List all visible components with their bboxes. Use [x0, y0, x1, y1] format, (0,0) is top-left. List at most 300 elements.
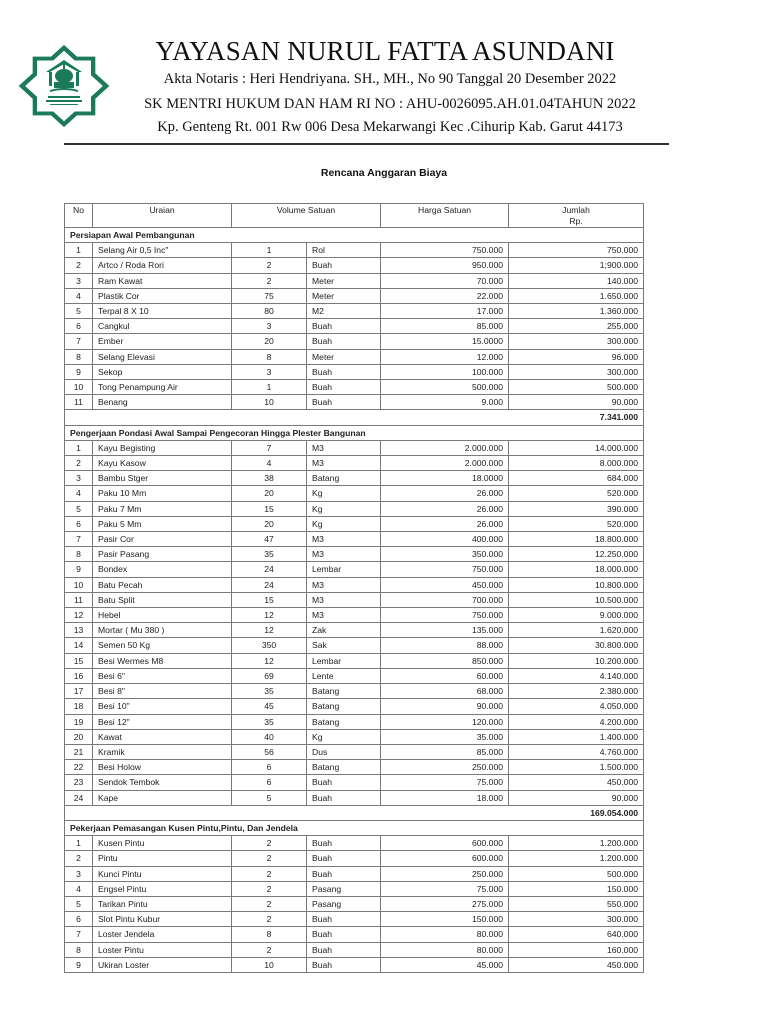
- cell-volume: 15: [232, 501, 307, 516]
- cell-satuan: Pasang: [307, 896, 381, 911]
- cell-satuan: M3: [307, 456, 381, 471]
- cell-satuan: Buah: [307, 395, 381, 410]
- cell-harga-satuan: 2.000.000: [381, 440, 509, 455]
- table-row: [65, 592, 644, 607]
- table-row: [65, 532, 644, 547]
- cell-uraian: Bondex: [93, 562, 232, 577]
- cell-uraian: Paku 7 Mm: [93, 501, 232, 516]
- table-row: [65, 471, 644, 486]
- cell-no: 3: [65, 866, 93, 881]
- cell-jumlah: 520.000: [509, 486, 644, 501]
- cell-harga-satuan: 26.000: [381, 486, 509, 501]
- table-row: [65, 866, 644, 881]
- cell-volume: 1: [232, 243, 307, 258]
- cell-volume: 2: [232, 836, 307, 851]
- document-title: Rencana Anggaran Biaya: [320, 167, 448, 179]
- cell-jumlah: 550.000: [509, 896, 644, 911]
- cell-harga-satuan: 450.000: [381, 577, 509, 592]
- cell-uraian: Loster Pintu: [93, 942, 232, 957]
- cell-harga-satuan: 100.000: [381, 364, 509, 379]
- cell-no: 22: [65, 760, 93, 775]
- cell-jumlah: 300.000: [509, 364, 644, 379]
- cell-harga-satuan: 250.000: [381, 760, 509, 775]
- cell-satuan: Buah: [307, 851, 381, 866]
- cell-no: 9: [65, 562, 93, 577]
- cell-volume: 12: [232, 653, 307, 668]
- cell-no: 10: [65, 577, 93, 592]
- cell-uraian: Benang: [93, 395, 232, 410]
- cell-jumlah: 10.800.000: [509, 577, 644, 592]
- section-header-row: [65, 425, 644, 440]
- cell-volume: 2: [232, 942, 307, 957]
- cell-jumlah: 12.250.000: [509, 547, 644, 562]
- cell-satuan: Rol: [307, 243, 381, 258]
- cell-harga-satuan: 700.000: [381, 592, 509, 607]
- cell-uraian: Bambu Stger: [93, 471, 232, 486]
- cell-uraian: Besi 8": [93, 684, 232, 699]
- cell-uraian: Kramik: [93, 744, 232, 759]
- cell-harga-satuan: 750.000: [381, 243, 509, 258]
- cell-no: 1: [65, 836, 93, 851]
- cell-jumlah: 4.050.000: [509, 699, 644, 714]
- cell-jumlah: 450.000: [509, 957, 644, 972]
- cell-uraian: Kunci Pintu: [93, 866, 232, 881]
- table-row: [65, 668, 644, 683]
- cell-volume: 1: [232, 380, 307, 395]
- table-body: [65, 228, 644, 973]
- table-row: [65, 942, 644, 957]
- table-row: [65, 319, 644, 334]
- cell-no: 11: [65, 592, 93, 607]
- cell-volume: 20: [232, 516, 307, 531]
- cell-satuan: Buah: [307, 912, 381, 927]
- cell-uraian: Tong Penampung Air: [93, 380, 232, 395]
- table-row: [65, 912, 644, 927]
- cell-uraian: Hebel: [93, 608, 232, 623]
- cell-satuan: Buah: [307, 836, 381, 851]
- cell-satuan: Batang: [307, 714, 381, 729]
- cell-uraian: Besi 10": [93, 699, 232, 714]
- cell-harga-satuan: 68.000: [381, 684, 509, 699]
- table-row: [65, 714, 644, 729]
- cell-harga-satuan: 400.000: [381, 532, 509, 547]
- table-row: [65, 623, 644, 638]
- table-row: [65, 547, 644, 562]
- cell-no: 5: [65, 896, 93, 911]
- cell-volume: 5: [232, 790, 307, 805]
- cell-jumlah: 10.200.000: [509, 653, 644, 668]
- cell-no: 3: [65, 273, 93, 288]
- cell-no: 13: [65, 623, 93, 638]
- cell-jumlah: 18.800.000: [509, 532, 644, 547]
- cell-no: 7: [65, 532, 93, 547]
- cell-no: 4: [65, 486, 93, 501]
- cell-no: 15: [65, 653, 93, 668]
- letterhead-divider: [64, 143, 669, 145]
- cell-jumlah: 300.000: [509, 912, 644, 927]
- cell-volume: 69: [232, 668, 307, 683]
- cell-volume: 12: [232, 608, 307, 623]
- cell-uraian: Ram Kawat: [93, 273, 232, 288]
- cell-jumlah: 4.140.000: [509, 668, 644, 683]
- cell-satuan: M3: [307, 532, 381, 547]
- cell-satuan: Meter: [307, 349, 381, 364]
- table-row: [65, 395, 644, 410]
- cell-jumlah: 750.000: [509, 243, 644, 258]
- cell-volume: 20: [232, 486, 307, 501]
- table-row: [65, 577, 644, 592]
- cell-harga-satuan: 17.000: [381, 304, 509, 319]
- cell-jumlah: 450.000: [509, 775, 644, 790]
- cell-volume: 7: [232, 440, 307, 455]
- cell-satuan: M3: [307, 547, 381, 562]
- cell-volume: 6: [232, 760, 307, 775]
- table-row: [65, 440, 644, 455]
- cell-jumlah: 14.000.000: [509, 440, 644, 455]
- cell-harga-satuan: 80.000: [381, 942, 509, 957]
- cell-jumlah: 8.000.000: [509, 456, 644, 471]
- cell-satuan: Kg: [307, 729, 381, 744]
- cell-jumlah: 150.000: [509, 881, 644, 896]
- cell-uraian: Semen 50 Kg: [93, 638, 232, 653]
- jumlah-unit: Rp.: [569, 216, 583, 226]
- cell-volume: 350: [232, 638, 307, 653]
- cell-jumlah: 9.000.000: [509, 608, 644, 623]
- cell-uraian: Sekop: [93, 364, 232, 379]
- cell-jumlah: 1.400.000: [509, 729, 644, 744]
- cell-volume: 2: [232, 851, 307, 866]
- cell-jumlah: 255.000: [509, 319, 644, 334]
- cell-harga-satuan: 250.000: [381, 866, 509, 881]
- cell-harga-satuan: 88.000: [381, 638, 509, 653]
- cell-volume: 10: [232, 957, 307, 972]
- cell-satuan: Buah: [307, 927, 381, 942]
- table-row: [65, 638, 644, 653]
- cell-satuan: Buah: [307, 957, 381, 972]
- organization-name: YAYASAN NURUL FATTA ASUNDANI: [155, 36, 615, 66]
- cell-no: 21: [65, 744, 93, 759]
- table-row: [65, 304, 644, 319]
- cell-jumlah: 1.620.000: [509, 623, 644, 638]
- cell-harga-satuan: 12.000: [381, 349, 509, 364]
- cell-uraian: Artco / Roda Rori: [93, 258, 232, 273]
- cell-uraian: Paku 5 Mm: [93, 516, 232, 531]
- cell-no: 8: [65, 349, 93, 364]
- cell-harga-satuan: 600.000: [381, 836, 509, 851]
- cell-volume: 10: [232, 395, 307, 410]
- cell-no: 1: [65, 440, 93, 455]
- cell-satuan: Buah: [307, 319, 381, 334]
- cell-harga-satuan: 26.000: [381, 501, 509, 516]
- cell-uraian: Mortar ( Mu 380 ): [93, 623, 232, 638]
- table-row: [65, 881, 644, 896]
- section-title: Pengerjaan Pondasi Awal Sampai Pengecoran Hingga Plester Bangunan: [65, 425, 644, 440]
- table-row: [65, 456, 644, 471]
- cell-harga-satuan: 950.000: [381, 258, 509, 273]
- cell-no: 12: [65, 608, 93, 623]
- cell-uraian: Plastik Cor: [93, 288, 232, 303]
- cell-volume: 35: [232, 547, 307, 562]
- table-row: [65, 243, 644, 258]
- cell-no: 24: [65, 790, 93, 805]
- table-row: [65, 334, 644, 349]
- cell-harga-satuan: 90.000: [381, 699, 509, 714]
- cell-satuan: Kg: [307, 486, 381, 501]
- cell-harga-satuan: 60.000: [381, 668, 509, 683]
- cell-no: 9: [65, 957, 93, 972]
- table-row: [65, 349, 644, 364]
- cell-harga-satuan: 275.000: [381, 896, 509, 911]
- cell-no: 2: [65, 258, 93, 273]
- cell-satuan: Buah: [307, 334, 381, 349]
- cell-no: 5: [65, 501, 93, 516]
- cell-volume: 80: [232, 304, 307, 319]
- column-header-uraian: Uraian: [93, 204, 232, 228]
- cell-no: 11: [65, 395, 93, 410]
- cell-jumlah: 4.200.000: [509, 714, 644, 729]
- table-row: [65, 744, 644, 759]
- cell-harga-satuan: 15.0000: [381, 334, 509, 349]
- cell-volume: 56: [232, 744, 307, 759]
- cell-satuan: Dus: [307, 744, 381, 759]
- cell-jumlah: 300.000: [509, 334, 644, 349]
- table-row: [65, 516, 644, 531]
- cell-volume: 2: [232, 866, 307, 881]
- cell-jumlah: 684.000: [509, 471, 644, 486]
- cell-uraian: Pintu: [93, 851, 232, 866]
- cell-no: 19: [65, 714, 93, 729]
- cell-volume: 8: [232, 349, 307, 364]
- table-row: [65, 896, 644, 911]
- cell-harga-satuan: 18.000: [381, 790, 509, 805]
- cell-jumlah: 500.000: [509, 866, 644, 881]
- cell-satuan: Batang: [307, 471, 381, 486]
- cell-uraian: Ukiran Loster: [93, 957, 232, 972]
- cell-volume: 2: [232, 273, 307, 288]
- cell-volume: 15: [232, 592, 307, 607]
- cell-volume: 24: [232, 577, 307, 592]
- cell-volume: 2: [232, 881, 307, 896]
- cell-jumlah: 1.650.000: [509, 288, 644, 303]
- subtotal-value: 7.341.000: [65, 410, 644, 425]
- cell-no: 2: [65, 456, 93, 471]
- cell-harga-satuan: 85.000: [381, 744, 509, 759]
- table-row: [65, 380, 644, 395]
- cell-no: 4: [65, 881, 93, 896]
- cell-satuan: Pasang: [307, 881, 381, 896]
- cell-satuan: Buah: [307, 364, 381, 379]
- table-row: [65, 653, 644, 668]
- table-row: [65, 684, 644, 699]
- cell-satuan: Lente: [307, 668, 381, 683]
- cell-volume: 35: [232, 714, 307, 729]
- cell-volume: 8: [232, 927, 307, 942]
- cell-jumlah: 500.000: [509, 380, 644, 395]
- cell-uraian: Sendok Tembok: [93, 775, 232, 790]
- cell-satuan: Buah: [307, 790, 381, 805]
- cell-no: 20: [65, 729, 93, 744]
- cell-uraian: Pasir Pasang: [93, 547, 232, 562]
- cell-harga-satuan: 600.000: [381, 851, 509, 866]
- cell-jumlah: 1;900.000: [509, 258, 644, 273]
- cell-harga-satuan: 2.000.000: [381, 456, 509, 471]
- cell-volume: 3: [232, 364, 307, 379]
- cell-uraian: Kusen Pintu: [93, 836, 232, 851]
- cell-jumlah: 4.760.000: [509, 744, 644, 759]
- cell-volume: 3: [232, 319, 307, 334]
- cell-satuan: Buah: [307, 942, 381, 957]
- cell-harga-satuan: 9.000: [381, 395, 509, 410]
- cell-harga-satuan: 75.000: [381, 881, 509, 896]
- cell-harga-satuan: 500.000: [381, 380, 509, 395]
- table-row: [65, 760, 644, 775]
- cell-jumlah: 18.000.000: [509, 562, 644, 577]
- cell-uraian: Pasir Cor: [93, 532, 232, 547]
- cell-harga-satuan: 22.000: [381, 288, 509, 303]
- cell-satuan: M3: [307, 577, 381, 592]
- cell-no: 7: [65, 927, 93, 942]
- cell-satuan: Kg: [307, 501, 381, 516]
- table-row: [65, 927, 644, 942]
- cell-no: 23: [65, 775, 93, 790]
- section-title: Pekerjaan Pemasangan Kusen Pintu,Pintu, Dan Jendela: [65, 820, 644, 835]
- cell-harga-satuan: 750.000: [381, 608, 509, 623]
- notary-deed-line: Akta Notaris : Heri Hendriyana. SH., MH., No 90 Tanggal 20 Desember 2022: [163, 71, 617, 87]
- cell-volume: 4: [232, 456, 307, 471]
- cell-harga-satuan: 26.000: [381, 516, 509, 531]
- cell-satuan: Lembar: [307, 562, 381, 577]
- cell-harga-satuan: 350.000: [381, 547, 509, 562]
- cell-jumlah: 1.200.000: [509, 836, 644, 851]
- column-header-no: No: [65, 204, 93, 228]
- cell-satuan: Buah: [307, 258, 381, 273]
- cell-uraian: Slot Pintu Kubur: [93, 912, 232, 927]
- table-row: [65, 851, 644, 866]
- cell-uraian: Batu Split: [93, 592, 232, 607]
- cell-uraian: Besi 6": [93, 668, 232, 683]
- cell-satuan: Buah: [307, 380, 381, 395]
- cell-jumlah: 520.000: [509, 516, 644, 531]
- table-row: [65, 501, 644, 516]
- cell-no: 6: [65, 912, 93, 927]
- cell-uraian: Tarikan Pintu: [93, 896, 232, 911]
- subtotal-row: [65, 410, 644, 425]
- cell-volume: 38: [232, 471, 307, 486]
- cell-satuan: Meter: [307, 288, 381, 303]
- cell-no: 1: [65, 243, 93, 258]
- cell-satuan: Buah: [307, 866, 381, 881]
- cell-satuan: Batang: [307, 699, 381, 714]
- cell-no: 2: [65, 851, 93, 866]
- cell-harga-satuan: 850.000: [381, 653, 509, 668]
- cell-uraian: Cangkul: [93, 319, 232, 334]
- cell-jumlah: 1.360.000: [509, 304, 644, 319]
- cell-jumlah: 160.000: [509, 942, 644, 957]
- section-header-row: [65, 228, 644, 243]
- cell-uraian: Batu Pecah: [93, 577, 232, 592]
- cell-jumlah: 140.000: [509, 273, 644, 288]
- table-row: [65, 562, 644, 577]
- cell-jumlah: 2.380.000: [509, 684, 644, 699]
- table-row: [65, 258, 644, 273]
- cell-satuan: Kg: [307, 516, 381, 531]
- cell-uraian: Kayu Kasow: [93, 456, 232, 471]
- cell-uraian: Besi 12": [93, 714, 232, 729]
- cell-satuan: Meter: [307, 273, 381, 288]
- cell-jumlah: 90.000: [509, 395, 644, 410]
- table-row: [65, 486, 644, 501]
- cell-satuan: Buah: [307, 775, 381, 790]
- cell-volume: 20: [232, 334, 307, 349]
- cell-no: 3: [65, 471, 93, 486]
- table-header-row: [65, 204, 644, 228]
- table-row: [65, 288, 644, 303]
- cell-jumlah: 96.000: [509, 349, 644, 364]
- column-header-harga-satuan: Harga Satuan: [381, 204, 509, 228]
- cell-no: 17: [65, 684, 93, 699]
- cell-uraian: Besi Wermes M8: [93, 653, 232, 668]
- cell-uraian: Besi Holow: [93, 760, 232, 775]
- cell-satuan: M2: [307, 304, 381, 319]
- cell-jumlah: 1.200.000: [509, 851, 644, 866]
- cell-no: 4: [65, 288, 93, 303]
- cell-no: 18: [65, 699, 93, 714]
- cell-uraian: Loster Jendela: [93, 927, 232, 942]
- subtotal-row: [65, 805, 644, 820]
- cell-satuan: M3: [307, 440, 381, 455]
- jumlah-label: Jumlah: [562, 205, 590, 215]
- cell-no: 7: [65, 334, 93, 349]
- address-line: Kp. Genteng Rt. 001 Rw 006 Desa Mekarwangi Kec .Cihurip Kab. Garut 44173: [157, 119, 623, 135]
- cell-harga-satuan: 150.000: [381, 912, 509, 927]
- cell-volume: 40: [232, 729, 307, 744]
- cell-uraian: Selang Air 0,5 Inc": [93, 243, 232, 258]
- cell-jumlah: 1.500.000: [509, 760, 644, 775]
- cell-uraian: Engsel Pintu: [93, 881, 232, 896]
- cell-volume: 6: [232, 775, 307, 790]
- cell-jumlah: 30.800.000: [509, 638, 644, 653]
- cell-no: 6: [65, 516, 93, 531]
- budget-table: [64, 203, 644, 973]
- cell-harga-satuan: 18.0000: [381, 471, 509, 486]
- cell-satuan: Zak: [307, 623, 381, 638]
- table-row: [65, 699, 644, 714]
- cell-no: 5: [65, 304, 93, 319]
- table-row: [65, 957, 644, 972]
- cell-satuan: M3: [307, 608, 381, 623]
- cell-volume: 2: [232, 258, 307, 273]
- cell-uraian: Selang Elevasi: [93, 349, 232, 364]
- cell-harga-satuan: 85.000: [381, 319, 509, 334]
- cell-volume: 75: [232, 288, 307, 303]
- table-row: [65, 790, 644, 805]
- cell-jumlah: 10.500.000: [509, 592, 644, 607]
- cell-jumlah: 640.000: [509, 927, 644, 942]
- cell-satuan: Sak: [307, 638, 381, 653]
- cell-no: 8: [65, 942, 93, 957]
- cell-volume: 45: [232, 699, 307, 714]
- cell-harga-satuan: 750.000: [381, 562, 509, 577]
- cell-harga-satuan: 70.000: [381, 273, 509, 288]
- cell-volume: 35: [232, 684, 307, 699]
- cell-harga-satuan: 120.000: [381, 714, 509, 729]
- cell-jumlah: 390.000: [509, 501, 644, 516]
- cell-no: 10: [65, 380, 93, 395]
- cell-uraian: Paku 10 Mm: [93, 486, 232, 501]
- cell-volume: 12: [232, 623, 307, 638]
- cell-no: 6: [65, 319, 93, 334]
- ministry-decree-line: SK MENTRI HUKUM DAN HAM RI NO : AHU-0026095.AH.01.04TAHUN 2022: [144, 96, 636, 112]
